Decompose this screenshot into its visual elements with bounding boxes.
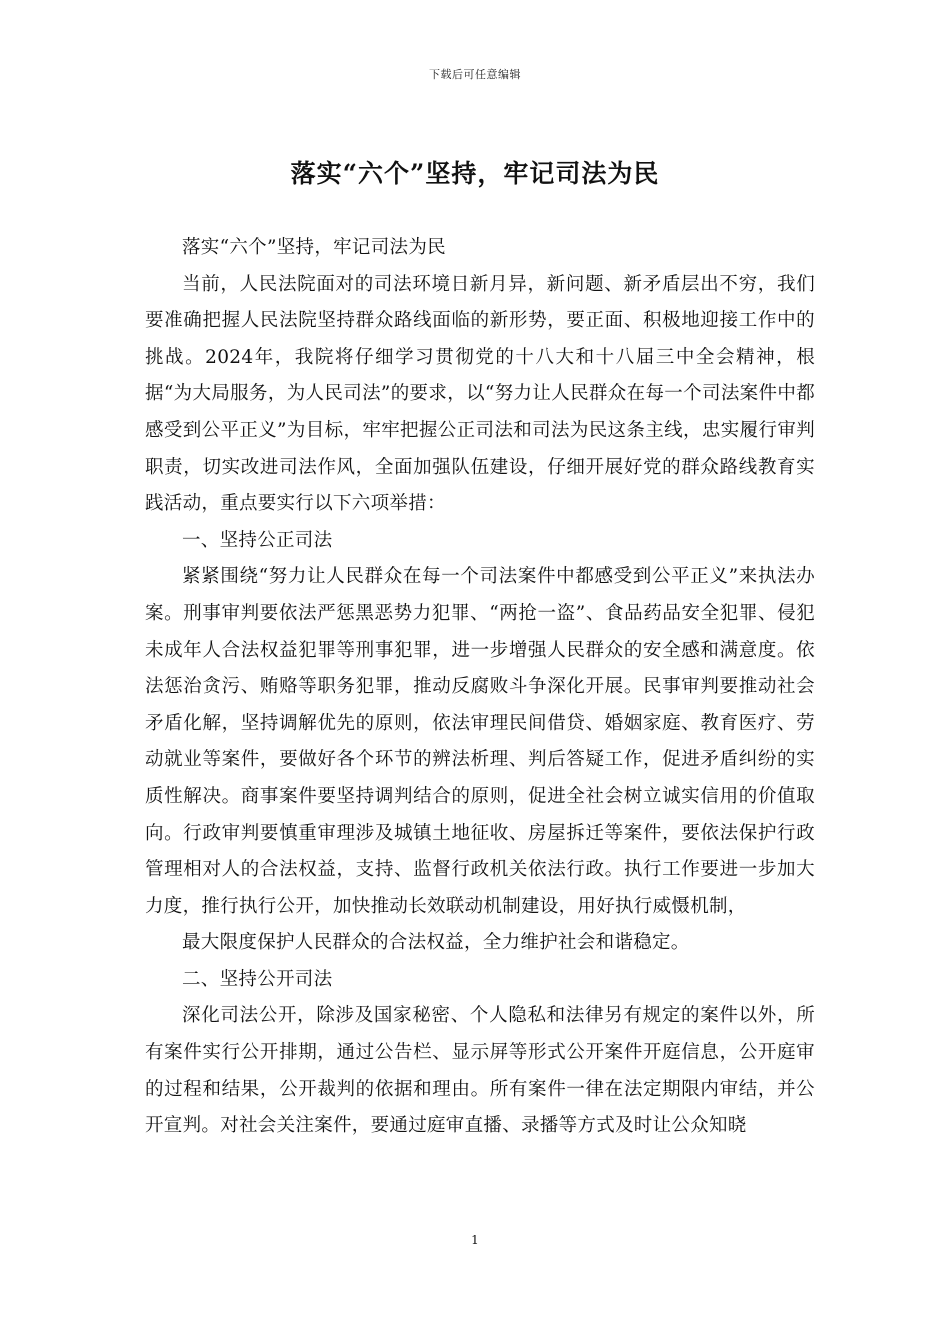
paragraph-section-2: 深化司法公开，除涉及国家秘密、个人隐私和法律另有规定的案件以外，所有案件实行公开排期，通过公告栏、显示屏等形式公开案件开庭信息，公开庭审的过程和结果，公开裁判的依据和理由。所有案件一律在法定期限内审结，并公开宣判。对社会关注案件，要通过庭审直播、录播等方式及时让公众知晓	[145, 1005, 815, 1137]
page-number: 1	[471, 1233, 479, 1247]
document-body	[145, 230, 815, 1145]
document-title: 落实“六个”坚持，牢记司法为民	[290, 159, 660, 188]
paragraph-subtitle: 落实“六个”坚持，牢记司法为民	[182, 237, 446, 258]
paragraph-section-1: 紧紧围绕“努力让人民群众在每一个司法案件中都感受到公平正义”来执法办案。刑事审判要依法严惩黑恶势力犯罪、“两抢一盗”、食品药品安全犯罪、侵犯未成年人合法权益犯罪等刑事犯罪，进一步增强人民群众的安全感和满意度。依法惩治贪污、贿赂等职务犯罪，推动反腐败斗争深化开展。民事审判要推动社会矛盾化解，坚持调解优先的原则，依法审理民间借贷、婚姻家庭、教育医疗、劳动就业等案件，要做好各个环节的辨法析理、判后答疑工作，促进矛盾纠纷的实质性解决。商事案件要坚持调判结合的原则，促进全社会树立诚实信用的价值取向。行政审判要慎重审理涉及城镇土地征收、房屋拆迁等案件，要依法保护行政管理相对人的合法权益，支持、监督行政机关依法行政。执行工作要进一步加大力度，推行执行公开，加快推动长效联动机制建设，用好执行威慑机制，	[145, 566, 815, 917]
paragraph-intro: 当前，人民法院面对的司法环境日新月异，新问题、新矛盾层出不穷，我们要准确把握人民法院坚持群众路线面临的新形势，要正面、积极地迎接工作中的挑战。2024年，我院将仔细学习贯彻党的十八大和十八届三中全会精神，根据“为大局服务，为人民司法”的要求，以“努力让人民群众在每一个司法案件中都感受到公平正义”为目标，牢牢把握公正司法和司法为民这条主线，忠实履行审判职责，切实改进司法作风，全面加强队伍建设，仔细开展好党的群众路线教育实践活动，重点要实行以下六项举措：	[145, 273, 815, 515]
section-heading-2: 二、坚持公开司法	[182, 968, 333, 990]
section-heading-1: 一、坚持公正司法	[182, 529, 333, 551]
paragraph-section-1-end: 最大限度保护人民群众的合法权益，全力维护社会和谐稳定。	[182, 932, 690, 954]
header-note: 下载后可任意编辑	[429, 68, 521, 81]
